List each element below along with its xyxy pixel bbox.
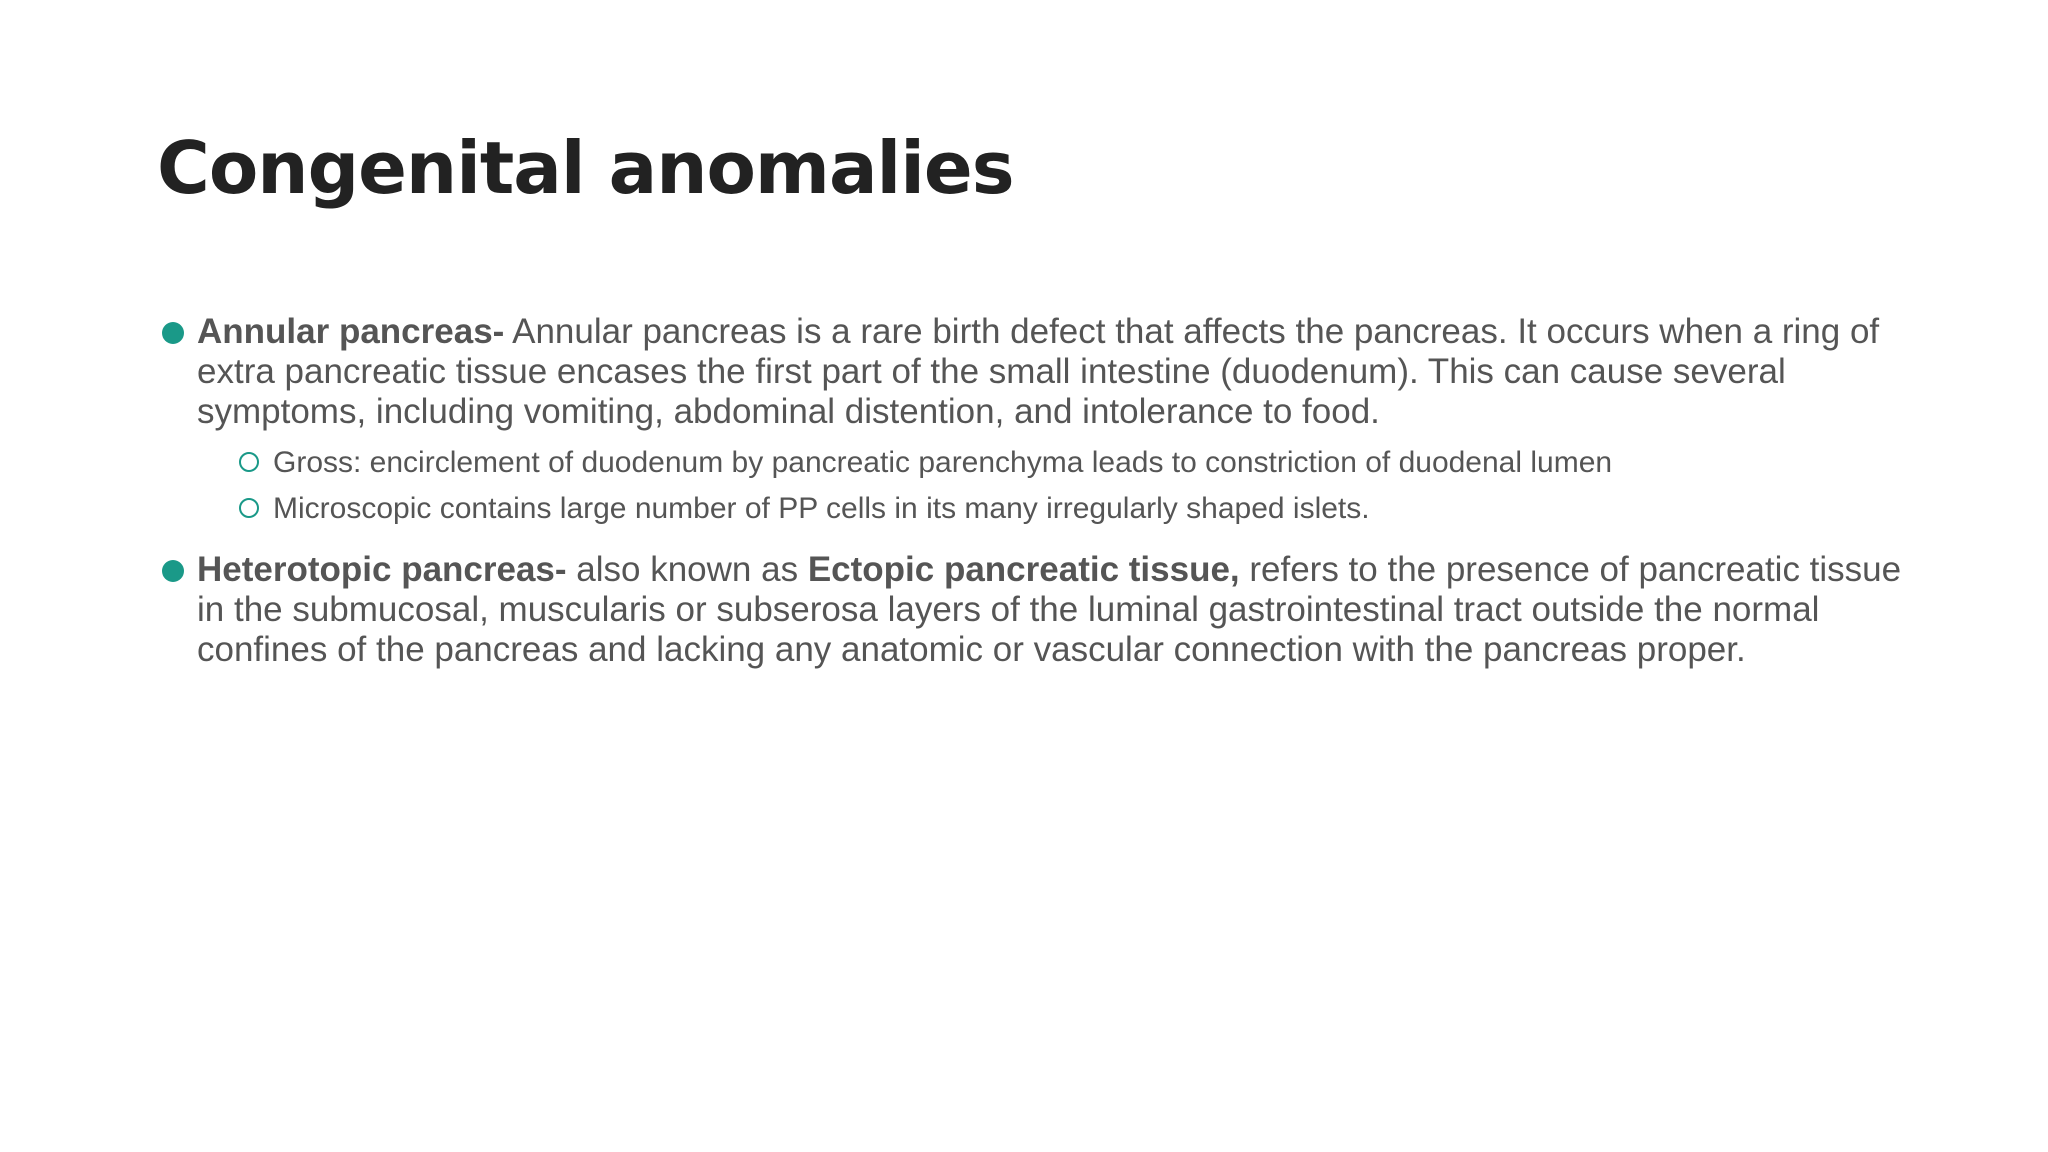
hollow-circle-bullet-icon	[239, 452, 259, 472]
bullet-text: refers to the presence of pancreatic tissue in the submucosal, muscularis or subserosa layers of the luminal gastrointestinal tract outside the normal confines of the pancreas and lacking any anatomic or vascular connection with the pancreas proper.	[197, 550, 1902, 669]
slide-title: Congenital anomalies	[157, 126, 1014, 210]
sub-bullet-microscopic	[157, 486, 1917, 532]
bullet-annular-pancreas	[157, 312, 1917, 432]
sub-bullet-list	[157, 440, 1917, 532]
bullet-bold-lead: Heterotopic pancreas-	[197, 550, 567, 589]
sub-bullet-text: Microscopic contains large number of PP cells in its many irregularly shaped islets.	[273, 492, 1370, 525]
bullet-text: also known as	[566, 550, 808, 589]
sub-bullet-text: Gross: encirclement of duodenum by pancreatic parenchyma leads to constriction of duodenal lumen	[273, 446, 1613, 479]
bullet-dot-icon	[162, 560, 184, 582]
slide-body	[157, 312, 1917, 670]
bullet-heterotopic-pancreas	[157, 550, 1917, 670]
bullet-text: Annular pancreas is a rare birth defect that affects the pancreas. It occurs when a ring of extra pancreatic tissue encases the first part of the small intestine (duodenum). This can cause several symptoms, including vomiting, abdominal distention, and intolerance to food.	[197, 312, 1880, 431]
sub-bullet-gross	[157, 440, 1917, 486]
bullet-bold-lead: Annular pancreas-	[197, 312, 505, 351]
bullet-dot-icon	[162, 322, 184, 344]
bullet-bold-term: Ectopic pancreatic tissue,	[807, 550, 1240, 589]
hollow-circle-bullet-icon	[239, 498, 259, 518]
